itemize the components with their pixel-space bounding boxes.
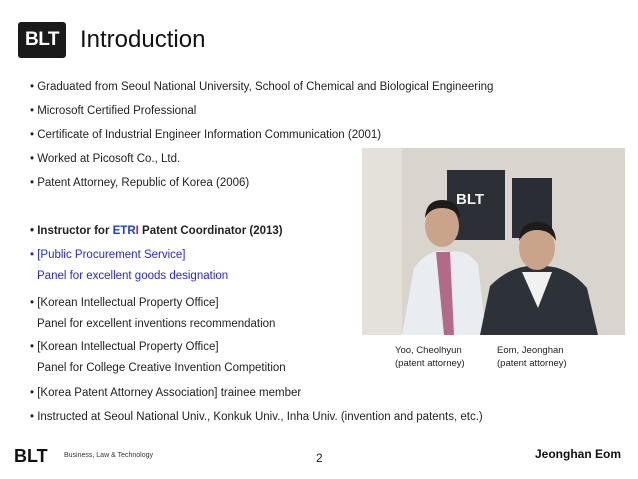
etri-etr-text: ETR: [112, 225, 136, 237]
slide-title: Introduction: [80, 26, 206, 53]
instructor-suffix: Patent Coordinator (2013): [138, 225, 283, 237]
kipo-panel-1: Panel for excellent inventions recommendation: [37, 318, 276, 330]
caption-eom-name: Eom, Jeonghan: [497, 345, 564, 356]
team-photo: [362, 148, 625, 335]
bullet-instructor-etri: [30, 225, 283, 237]
footer-logo: BLT: [14, 446, 48, 466]
kipo-panel-2: Panel for College Creative Invention Competition: [37, 362, 286, 374]
etri-i-text: I: [135, 225, 139, 237]
kipo-title-1: • [Korean Intellectual Property Office]: [30, 297, 219, 309]
caption-yoo: [395, 344, 465, 370]
caption-eom-role: (patent attorney): [497, 358, 567, 369]
caption-yoo-role: (patent attorney): [395, 358, 465, 369]
page-number: 2: [316, 451, 323, 465]
procurement-title: • [Public Procurement Service]: [30, 249, 186, 261]
caption-yoo-name: Yoo, Cheolhyun: [395, 345, 462, 356]
procurement-panel: Panel for excellent goods designation: [37, 270, 229, 282]
caption-eom: [497, 344, 567, 370]
bullet-education: • Graduated from Seoul National University, School of Chemical and Biological Engineering: [30, 81, 494, 93]
bullet-kpaa: • [Korea Patent Attorney Association] trainee member: [30, 387, 302, 399]
bullet-instructed: • Instructed at Seoul National Univ., Konkuk Univ., Inha Univ. (invention and patents, etc.): [30, 411, 483, 423]
instructor-prefix: • Instructor for: [30, 225, 113, 237]
blt-logo: BLT: [18, 22, 66, 58]
footer-author: Jeonghan Eom: [535, 447, 622, 461]
bullet-kipo-inventions: [30, 297, 275, 330]
kipo-title-2: • [Korean Intellectual Property Office]: [30, 341, 219, 353]
bullet-picosoft: • Worked at Picosoft Co., Ltd.: [30, 153, 181, 165]
sign-text: BLT: [456, 191, 485, 208]
bullet-patent-attorney: • Patent Attorney, Republic of Korea (2006): [30, 177, 250, 189]
bullet-certificate: • Certificate of Industrial Engineer Information Communication (2001): [30, 129, 382, 141]
team-photo-illustration: [362, 148, 625, 335]
bullet-mcp: • Microsoft Certified Professional: [30, 105, 197, 117]
bullet-kipo-college: [30, 341, 286, 374]
bullet-procurement: [30, 249, 228, 282]
footer-subtitle: Business, Law & Technology: [64, 452, 153, 459]
